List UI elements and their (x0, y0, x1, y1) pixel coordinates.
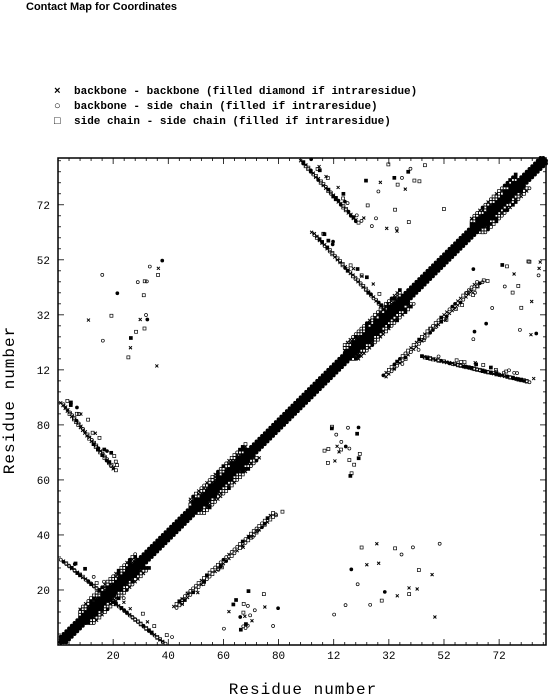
contact-cross-mark (352, 267, 355, 270)
contact-square-mark (141, 612, 144, 615)
contact-square-mark (434, 322, 437, 325)
contact-circle-mark (225, 560, 228, 563)
contact-square-mark (353, 463, 356, 466)
contact-circle-mark (438, 542, 441, 545)
contact-square-mark (407, 170, 410, 173)
contact-circle-mark (136, 281, 139, 284)
contact-square-mark (135, 330, 138, 333)
contact-square-mark (110, 314, 113, 317)
legend-label: backbone - side chain (filled if intraresidue) (74, 101, 378, 113)
contact-circle-mark (249, 614, 252, 617)
contact-square-mark (501, 263, 504, 266)
contact-circle-mark (503, 285, 506, 288)
contact-square-mark (442, 208, 445, 211)
contact-cross-mark (385, 227, 388, 230)
contact-circle-mark (472, 268, 475, 271)
contact-circle-mark (75, 406, 78, 409)
contact-circle-mark (404, 356, 407, 359)
contact-square-mark (142, 294, 145, 297)
contact-circle-mark (400, 176, 403, 179)
contact-circle-mark (225, 556, 228, 559)
contact-circle-mark (516, 372, 519, 375)
contact-cross-mark (407, 353, 410, 356)
contact-square-mark (153, 625, 156, 628)
contact-square-mark (426, 334, 429, 337)
contact-square-mark (262, 593, 265, 596)
contact-circle-mark (102, 580, 105, 583)
contact-cross-mark (372, 282, 375, 285)
contact-square-mark (183, 599, 186, 602)
legend-label: backbone - backbone (filled diamond if intraresidue) (74, 86, 418, 98)
contact-square-mark (330, 427, 333, 430)
contact-circle-mark (309, 170, 312, 173)
circle-marker-icon: ○ (54, 101, 61, 113)
contact-circle-mark (233, 548, 236, 551)
contact-square-mark (113, 455, 116, 458)
contact-circle-mark (473, 330, 476, 333)
contact-circle-mark (122, 597, 125, 600)
y-tick-label: 40 (36, 530, 50, 543)
contact-circle-mark (246, 604, 249, 607)
contact-circle-mark (542, 156, 545, 159)
contact-cross-mark (538, 267, 541, 270)
contact-square-mark (157, 273, 160, 276)
contact-cross-mark (227, 610, 230, 613)
contact-square-mark (203, 580, 206, 583)
contact-cross-mark (396, 594, 399, 597)
contact-square-mark (239, 628, 242, 631)
contact-cross-mark (155, 364, 158, 367)
contact-square-mark (413, 179, 416, 182)
contact-square-mark (460, 360, 463, 363)
contact-cross-mark (530, 300, 533, 303)
contact-circle-mark (277, 607, 280, 610)
contact-circle-mark (535, 332, 538, 335)
contact-cross-mark (387, 372, 390, 375)
contact-square-mark (244, 623, 247, 626)
y-tick-label: 20 (36, 585, 50, 598)
y-tick-label: 80 (36, 420, 50, 433)
contact-square-mark (349, 264, 352, 267)
contact-circle-mark (357, 426, 360, 429)
contact-square-mark (219, 565, 222, 568)
contact-circle-mark (429, 331, 432, 334)
contact-cross-mark (337, 186, 340, 189)
contact-circle-mark (478, 282, 481, 285)
contact-circle-mark (401, 359, 404, 362)
y-axis-title: Residue number (1, 325, 19, 475)
contact-square-mark (511, 291, 514, 294)
contact-square-mark (110, 451, 113, 454)
contact-cross-mark (539, 261, 542, 264)
contact-cross-mark (377, 562, 380, 565)
contact-square-mark (486, 279, 489, 282)
contact-circle-mark (417, 348, 420, 351)
contact-square-mark (232, 603, 235, 606)
contact-square-mark (348, 459, 351, 462)
contact-cross-mark (431, 573, 434, 576)
contact-circle-mark (145, 314, 148, 317)
contact-cross-mark (445, 311, 448, 314)
contact-circle-mark (92, 575, 95, 578)
contact-cross-mark (310, 231, 313, 234)
contact-circle-mark (346, 202, 349, 205)
contact-square-mark (242, 611, 245, 614)
contact-square-mark (98, 436, 101, 439)
contact-square-mark (281, 510, 284, 513)
contact-square-mark (412, 344, 415, 347)
contact-square-mark (364, 179, 367, 182)
contact-cross-mark (362, 216, 365, 219)
contact-square-mark (342, 197, 345, 200)
contact-circle-mark (370, 225, 373, 228)
contact-circle-mark (333, 613, 336, 616)
contact-square-mark (365, 276, 368, 279)
contact-circle-mark (513, 371, 516, 374)
square-marker-icon: □ (54, 116, 61, 128)
contact-cross-mark (146, 620, 149, 623)
contact-cross-mark (456, 304, 459, 307)
contact-square-mark (127, 356, 130, 359)
contact-cross-mark (122, 601, 125, 604)
contact-circle-mark (355, 214, 358, 217)
y-tick-label: 32 (36, 310, 50, 323)
contact-square-mark (463, 361, 466, 364)
contact-square-mark (517, 284, 520, 287)
contact-square-mark (360, 546, 363, 549)
contact-cross-mark (408, 586, 411, 589)
contact-square-mark (95, 582, 98, 585)
contact-square-mark (366, 204, 369, 207)
contact-square-mark (318, 169, 321, 172)
x-axis-title: Residue number (228, 681, 378, 696)
chart-title: Contact Map for Coordinates (26, 1, 177, 13)
y-tick-label: 52 (36, 255, 50, 268)
contact-square-mark (84, 567, 87, 570)
contact-square-mark (378, 292, 381, 295)
contact-square-mark (394, 547, 397, 550)
contact-cross-mark (333, 459, 336, 462)
contact-square-mark (247, 590, 250, 593)
contact-cross-mark (336, 445, 339, 448)
contact-circle-mark (544, 159, 547, 162)
contact-circle-mark (369, 603, 372, 606)
contact-square-mark (242, 602, 245, 605)
contact-circle-mark (233, 552, 236, 555)
contact-square-mark (358, 452, 361, 455)
contact-cross-mark (379, 181, 382, 184)
contact-cross-mark (129, 607, 132, 610)
contact-square-mark (66, 399, 69, 402)
contact-circle-mark (101, 273, 104, 276)
contact-square-mark (91, 431, 94, 434)
contact-cross-mark (196, 591, 199, 594)
legend-label: side chain - side chain (filled if intraresidue) (74, 116, 391, 128)
contact-circle-mark (451, 305, 454, 308)
contact-circle-mark (396, 364, 399, 367)
contact-circle-mark (344, 604, 347, 607)
contact-marks (58, 156, 548, 645)
contact-circle-mark (485, 322, 488, 325)
contact-circle-mark (400, 553, 403, 556)
contact-circle-mark (344, 445, 347, 448)
contact-circle-mark (462, 298, 465, 301)
contact-circle-mark (340, 440, 343, 443)
contact-circle-mark (335, 433, 338, 436)
contact-square-mark (147, 566, 150, 569)
contact-square-mark (129, 336, 132, 339)
contact-circle-mark (239, 615, 242, 618)
contact-square-mark (356, 432, 359, 435)
contact-circle-mark (518, 328, 521, 331)
contact-circle-mark (108, 588, 111, 591)
contact-circle-mark (418, 342, 421, 345)
contact-square-mark (230, 554, 233, 557)
y-tick-label: 72 (36, 200, 50, 213)
x-tick-label: 52 (437, 651, 451, 663)
y-tick-label: 12 (36, 365, 50, 378)
contact-square-mark (396, 360, 399, 363)
contact-cross-mark (263, 606, 266, 609)
contact-square-mark (505, 265, 508, 268)
contact-square-mark (520, 306, 523, 309)
contact-cross-mark (433, 615, 436, 618)
contact-square-mark (387, 163, 390, 166)
contact-square-mark (357, 457, 360, 460)
contact-circle-mark (445, 315, 448, 318)
cross-marker-icon: × (54, 86, 61, 98)
contact-circle-mark (113, 593, 116, 596)
contact-cross-mark (157, 267, 160, 270)
contact-cross-mark (365, 563, 368, 566)
contact-circle-mark (171, 636, 174, 639)
contact-circle-mark (310, 158, 313, 161)
contact-cross-mark (529, 333, 532, 336)
contact-cross-mark (375, 542, 378, 545)
contact-cross-mark (81, 576, 84, 579)
x-tick-label: 80 (271, 651, 286, 663)
contact-square-mark (514, 173, 517, 176)
contact-circle-mark (106, 450, 109, 453)
contact-cross-mark (513, 273, 516, 276)
x-tick-label: 40 (161, 651, 175, 663)
contact-circle-mark (222, 627, 225, 630)
contact-cross-mark (250, 619, 253, 622)
contact-square-mark (393, 176, 396, 179)
contact-circle-mark (409, 167, 412, 170)
x-tick-label: 32 (382, 651, 396, 663)
contact-cross-mark (404, 188, 407, 191)
contact-square-mark (165, 634, 168, 637)
contact-circle-mark (377, 190, 380, 193)
contact-square-mark (342, 192, 345, 195)
contact-circle-mark (331, 243, 334, 246)
contact-circle-mark (148, 265, 151, 268)
contact-square-mark (326, 461, 329, 464)
contact-cross-mark (412, 348, 415, 351)
contact-square-mark (423, 164, 426, 167)
contact-square-mark (407, 221, 410, 224)
y-tick-label: 60 (36, 475, 50, 488)
contact-square-mark (380, 599, 383, 602)
contact-square-mark (489, 366, 492, 369)
contact-circle-mark (491, 306, 494, 309)
contact-square-mark (417, 569, 420, 572)
contact-square-mark (440, 320, 443, 323)
contact-cross-mark (87, 319, 90, 322)
contact-square-mark (327, 239, 330, 242)
contact-square-mark (327, 448, 330, 451)
x-tick-label: 20 (106, 651, 120, 663)
contact-circle-mark (375, 217, 378, 220)
contact-circle-mark (383, 590, 386, 593)
contact-circle-mark (146, 318, 149, 321)
contact-square-mark (323, 449, 326, 452)
contact-cross-mark (79, 413, 82, 416)
contact-square-mark (390, 315, 393, 318)
contact-cross-mark (159, 639, 162, 642)
contact-square-mark (87, 418, 90, 421)
contact-square-mark (143, 327, 146, 330)
contact-circle-mark (272, 625, 275, 628)
contact-cross-mark (129, 346, 132, 349)
contact-circle-mark (382, 374, 385, 377)
contact-square-mark (455, 359, 458, 362)
contact-circle-mark (348, 447, 351, 450)
contact-circle-mark (395, 227, 398, 230)
contact-circle-mark (537, 274, 540, 277)
contact-circle-mark (197, 586, 200, 589)
contact-square-mark (69, 404, 72, 407)
contact-circle-mark (101, 339, 104, 342)
contact-square-mark (394, 208, 397, 211)
contact-circle-mark (360, 219, 363, 222)
contact-circle-mark (459, 301, 462, 304)
contact-square-mark (235, 598, 238, 601)
contact-cross-mark (186, 596, 189, 599)
contact-square-mark (482, 363, 485, 366)
contact-cross-mark (451, 309, 454, 312)
contact-cross-mark (416, 587, 419, 590)
contact-circle-mark (219, 561, 222, 564)
contact-square-mark (396, 183, 399, 186)
contact-cross-mark (338, 450, 341, 453)
contact-square-mark (398, 289, 401, 292)
contact-circle-mark (161, 259, 164, 262)
contact-circle-mark (472, 338, 475, 341)
contact-circle-mark (431, 328, 434, 331)
contact-cross-mark (243, 615, 246, 618)
contact-cross-mark (532, 377, 535, 380)
contact-circle-mark (116, 292, 119, 295)
contact-circle-mark (411, 546, 414, 549)
contact-square-mark (197, 582, 200, 585)
contact-circle-mark (356, 583, 359, 586)
contact-circle-mark (59, 558, 62, 561)
contact-circle-mark (437, 355, 440, 358)
contact-square-mark (116, 464, 119, 467)
contact-square-mark (74, 562, 77, 565)
contact-cross-mark (139, 318, 142, 321)
contact-circle-mark (103, 593, 106, 596)
contact-square-mark (356, 268, 359, 271)
contact-circle-mark (253, 609, 256, 612)
contact-square-mark (418, 180, 421, 183)
x-tick-label: 60 (216, 651, 231, 663)
x-tick-label: 72 (492, 651, 506, 663)
contact-square-mark (114, 460, 117, 463)
contact-cross-mark (448, 312, 451, 315)
contact-circle-mark (448, 308, 451, 311)
contact-circle-mark (350, 568, 353, 571)
contact-square-mark (462, 294, 465, 297)
x-tick-label: 12 (327, 651, 341, 663)
contact-circle-mark (454, 302, 457, 305)
contact-square-mark (408, 593, 411, 596)
contact-cross-mark (385, 375, 388, 378)
contact-circle-mark (346, 426, 349, 429)
